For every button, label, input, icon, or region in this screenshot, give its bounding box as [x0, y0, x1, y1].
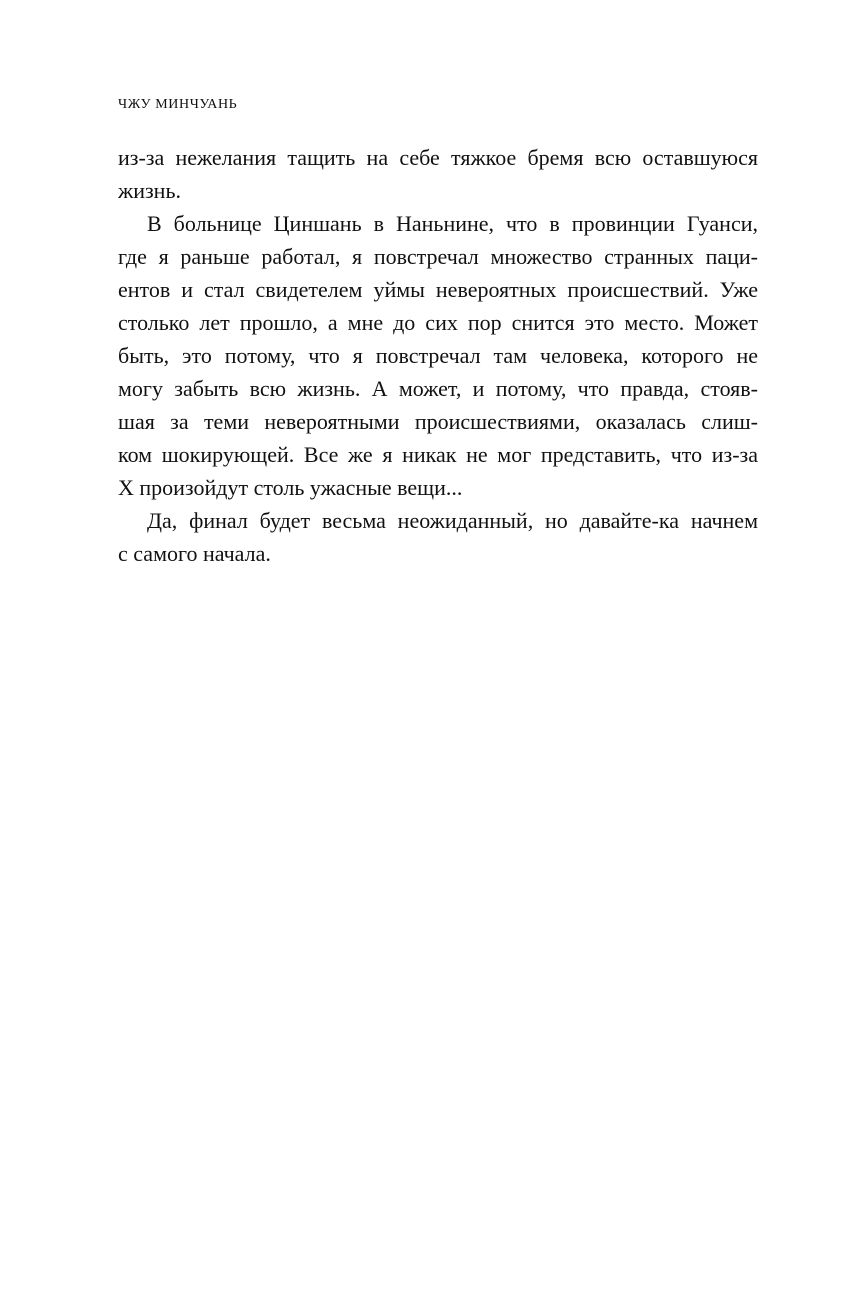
text-line: шая за теми невероятными происшествиями, оказалась слиш-	[118, 409, 758, 434]
text-line: жизнь.	[118, 178, 181, 203]
text-line: ентов и стал свидетелем уймы невероятных происшествий. Уже	[118, 277, 758, 302]
text-line: где я раньше работал, я повстречал множество странных паци-	[118, 244, 758, 269]
text-line: Да, финал будет весьма неожиданный, но давайте-ка начнем	[147, 508, 758, 533]
text-line: с самого начала.	[118, 541, 271, 566]
body-text	[118, 141, 758, 570]
running-head-author: ЧЖУ МИНЧУАНЬ	[118, 97, 238, 112]
text-line: могу забыть всю жизнь. А может, и потому, что правда, стояв-	[118, 376, 758, 401]
text-line: столько лет прошло, а мне до сих пор снится это место. Может	[118, 310, 758, 335]
text-line: В больнице Циншань в Наньнине, что в провинции Гуанси,	[147, 211, 758, 236]
text-line: X произойдут столь ужасные вещи...	[118, 475, 463, 500]
text-line: из-за нежелания тащить на себе тяжкое бремя всю оставшуюся	[118, 145, 758, 170]
text-line: быть, это потому, что я повстречал там человека, которого не	[118, 343, 758, 368]
text-line: ком шокирующей. Все же я никак не мог представить, что из-за	[118, 442, 758, 467]
